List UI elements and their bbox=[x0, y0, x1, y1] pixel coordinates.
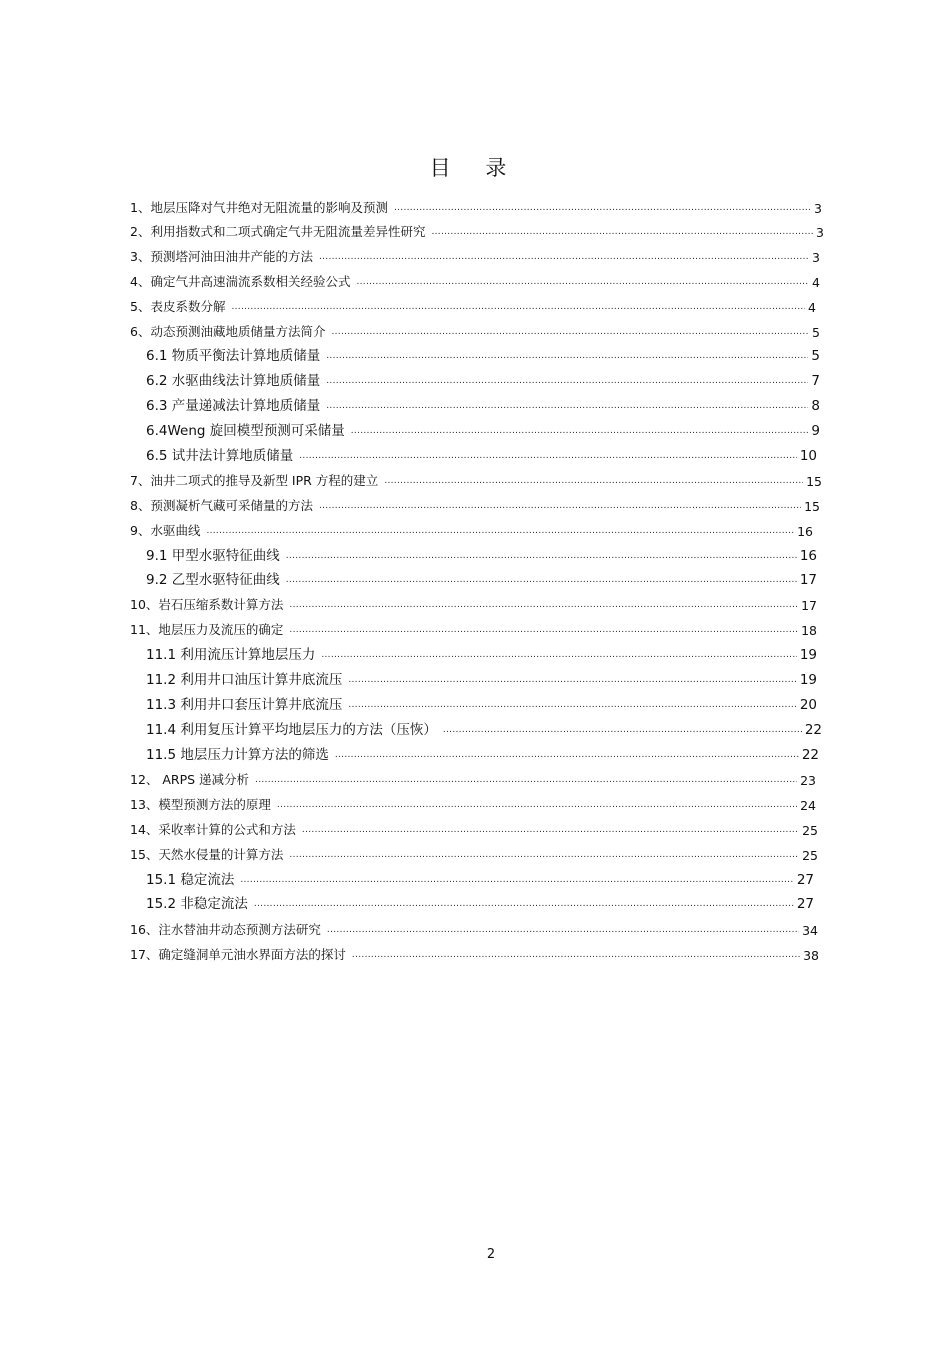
leader-dots bbox=[289, 625, 798, 635]
toc-entry-label: 1、地层压降对气井绝对无阻流量的影响及预测 bbox=[130, 200, 388, 215]
leader-dots bbox=[443, 725, 802, 735]
leader-dots bbox=[326, 376, 808, 386]
toc-entry-page: 20 bbox=[799, 697, 817, 713]
toc-entry-page: 25 bbox=[802, 823, 818, 838]
toc-entry-label: 9.1 甲型水驱特征曲线 bbox=[146, 548, 280, 564]
leader-dots bbox=[352, 950, 800, 960]
toc-entry-label: 10、岩石压缩系数计算方法 bbox=[130, 597, 284, 612]
toc-entry-page: 17 bbox=[799, 572, 817, 588]
leader-dots bbox=[348, 675, 796, 685]
toc-entry-page: 22 bbox=[804, 722, 822, 738]
toc-entry-label: 9.2 乙型水驱特征曲线 bbox=[146, 572, 280, 588]
toc-entry-label: 13、模型预测方法的原理 bbox=[130, 797, 271, 812]
toc-entry-page: 10 bbox=[799, 448, 817, 464]
leader-dots bbox=[394, 203, 811, 213]
toc-title: 目 录 bbox=[429, 156, 521, 180]
toc-entry[interactable] bbox=[146, 892, 814, 912]
toc-entry-page: 16 bbox=[799, 548, 817, 564]
leader-dots bbox=[348, 700, 796, 710]
toc-entry-page: 15 bbox=[806, 474, 822, 489]
toc-entry-label: 11.3 利用井口套压计算井底流压 bbox=[146, 697, 343, 713]
toc-entry-page: 4 bbox=[812, 275, 820, 290]
toc-entry-page: 8 bbox=[811, 398, 820, 414]
toc-entry[interactable] bbox=[130, 593, 817, 613]
toc-entry-label: 14、采收率计算的公式和方法 bbox=[130, 822, 296, 837]
leader-dots bbox=[289, 850, 799, 860]
toc-entry-page: 22 bbox=[801, 747, 819, 763]
toc-entry-label: 12、 ARPS 递减分析 bbox=[130, 772, 250, 787]
toc-entry-page: 3 bbox=[812, 250, 820, 265]
toc-entry[interactable] bbox=[146, 868, 814, 888]
toc-entry[interactable] bbox=[146, 419, 820, 439]
toc-entry[interactable] bbox=[146, 693, 817, 713]
page-number: 2 bbox=[486, 1247, 496, 1262]
toc-entry-page: 19 bbox=[799, 647, 817, 663]
toc-entry-label: 7、油井二项式的推导及新型 IPR 方程的建立 bbox=[130, 473, 379, 488]
toc-entry-label: 6.1 物质平衡法计算地质储量 bbox=[146, 348, 321, 364]
toc-entry[interactable] bbox=[130, 494, 820, 514]
leader-dots bbox=[319, 501, 801, 511]
toc-entry-label: 2、利用指数式和二项式确定气井无阻流量差异性研究 bbox=[130, 224, 426, 239]
toc-entry-label: 11.1 利用流压计算地层压力 bbox=[146, 647, 316, 663]
leader-dots bbox=[302, 825, 799, 835]
toc-entry-page: 34 bbox=[802, 923, 818, 938]
toc-entry[interactable] bbox=[146, 668, 817, 688]
toc-entry-label: 15、天然水侵量的计算方法 bbox=[130, 847, 284, 862]
toc-entry[interactable] bbox=[146, 369, 820, 389]
toc-entry-page: 24 bbox=[800, 798, 816, 813]
leader-dots bbox=[356, 277, 809, 287]
toc-entry-label: 5、表皮系数分解 bbox=[130, 299, 226, 314]
toc-entry-label: 6.2 水驱曲线法计算地质储量 bbox=[146, 373, 321, 389]
toc-entry[interactable] bbox=[130, 270, 820, 290]
toc-entry-label: 4、确定气井高速湍流系数相关经验公式 bbox=[130, 274, 351, 289]
toc-entry-page: 3 bbox=[816, 225, 824, 240]
toc-entry-label: 6.4Weng 旋回模型预测可采储量 bbox=[146, 423, 345, 439]
toc-entry-label: 8、预测凝析气藏可采储量的方法 bbox=[130, 498, 313, 513]
leader-dots bbox=[299, 451, 797, 461]
leader-dots bbox=[351, 426, 809, 436]
toc-entry[interactable] bbox=[146, 444, 817, 464]
toc-entry-page: 23 bbox=[800, 773, 816, 788]
toc-entry[interactable] bbox=[130, 245, 820, 265]
toc-entry[interactable] bbox=[130, 918, 818, 938]
toc-entry[interactable] bbox=[146, 743, 819, 763]
toc-entry[interactable] bbox=[130, 618, 817, 638]
toc-entry[interactable] bbox=[130, 793, 816, 813]
toc-entry-page: 17 bbox=[801, 598, 817, 613]
toc-entry[interactable] bbox=[146, 643, 817, 663]
leader-dots bbox=[206, 526, 794, 536]
toc-entry-page: 19 bbox=[799, 672, 817, 688]
toc-entry-label: 3、预测塔河油田油井产能的方法 bbox=[130, 249, 313, 264]
leader-dots bbox=[240, 875, 793, 885]
toc-entry-page: 25 bbox=[802, 848, 818, 863]
toc-entry-label: 15.1 稳定流法 bbox=[146, 872, 235, 888]
leader-dots bbox=[326, 401, 808, 411]
toc-entry[interactable] bbox=[146, 344, 820, 364]
leader-dots bbox=[289, 600, 798, 610]
leader-dots bbox=[335, 750, 799, 760]
leader-dots bbox=[255, 775, 797, 785]
leader-dots bbox=[231, 302, 805, 312]
toc-entry-label: 11.4 利用复压计算平均地层压力的方法（压恢） bbox=[146, 722, 437, 738]
toc-entry-page: 27 bbox=[796, 872, 814, 888]
toc-entry[interactable] bbox=[146, 718, 822, 738]
leader-dots bbox=[319, 252, 809, 262]
toc-entry[interactable] bbox=[130, 220, 824, 240]
toc-entry-page: 9 bbox=[811, 423, 820, 439]
toc-entry[interactable] bbox=[130, 768, 816, 788]
leader-dots bbox=[326, 351, 808, 361]
toc-entry-label: 9、水驱曲线 bbox=[130, 523, 201, 538]
toc-entry-page: 16 bbox=[797, 524, 813, 539]
toc-entry-page: 5 bbox=[811, 348, 820, 364]
toc-entry[interactable] bbox=[130, 943, 819, 963]
leader-dots bbox=[321, 650, 796, 660]
toc-entry[interactable] bbox=[130, 196, 822, 216]
toc-entry-label: 17、确定缝洞单元油水界面方法的探讨 bbox=[130, 947, 346, 962]
leader-dots bbox=[327, 925, 799, 935]
toc-entry[interactable] bbox=[130, 469, 822, 489]
toc-entry-page: 4 bbox=[808, 300, 816, 315]
toc-entry[interactable] bbox=[146, 394, 820, 414]
leader-dots bbox=[254, 899, 794, 909]
toc-entry[interactable] bbox=[146, 544, 817, 564]
toc-entry-page: 38 bbox=[803, 948, 819, 963]
toc-entry[interactable] bbox=[130, 295, 816, 315]
toc-entry[interactable] bbox=[130, 519, 813, 539]
toc-entry-label: 6.5 试井法计算地质储量 bbox=[146, 448, 294, 464]
toc-entry-page: 7 bbox=[811, 373, 820, 389]
toc-entry[interactable] bbox=[146, 568, 817, 588]
toc-entry-page: 3 bbox=[814, 201, 822, 216]
toc-entry-label: 11.2 利用井口油压计算井底流压 bbox=[146, 672, 343, 688]
toc-entry-label: 6.3 产量递减法计算地质储量 bbox=[146, 398, 321, 414]
toc-entry-label: 11、地层压力及流压的确定 bbox=[130, 622, 284, 637]
leader-dots bbox=[286, 575, 797, 585]
leader-dots bbox=[331, 327, 809, 337]
leader-dots bbox=[384, 476, 803, 486]
leader-dots bbox=[286, 551, 797, 561]
toc-entry[interactable] bbox=[130, 843, 818, 863]
toc-entry-label: 11.5 地层压力计算方法的筛选 bbox=[146, 747, 329, 763]
toc-entry-page: 15 bbox=[804, 499, 820, 514]
leader-dots bbox=[277, 800, 797, 810]
toc-entry[interactable] bbox=[130, 320, 820, 340]
toc-entry[interactable] bbox=[130, 818, 818, 838]
toc-entry-label: 16、注水替油井动态预测方法研究 bbox=[130, 922, 321, 937]
toc-entry-page: 5 bbox=[812, 325, 820, 340]
leader-dots bbox=[431, 227, 813, 237]
toc-entry-page: 18 bbox=[801, 623, 817, 638]
toc-entry-page: 27 bbox=[796, 896, 814, 912]
toc-entry-label: 6、动态预测油藏地质储量方法简介 bbox=[130, 324, 326, 339]
toc-entry-label: 15.2 非稳定流法 bbox=[146, 896, 248, 912]
